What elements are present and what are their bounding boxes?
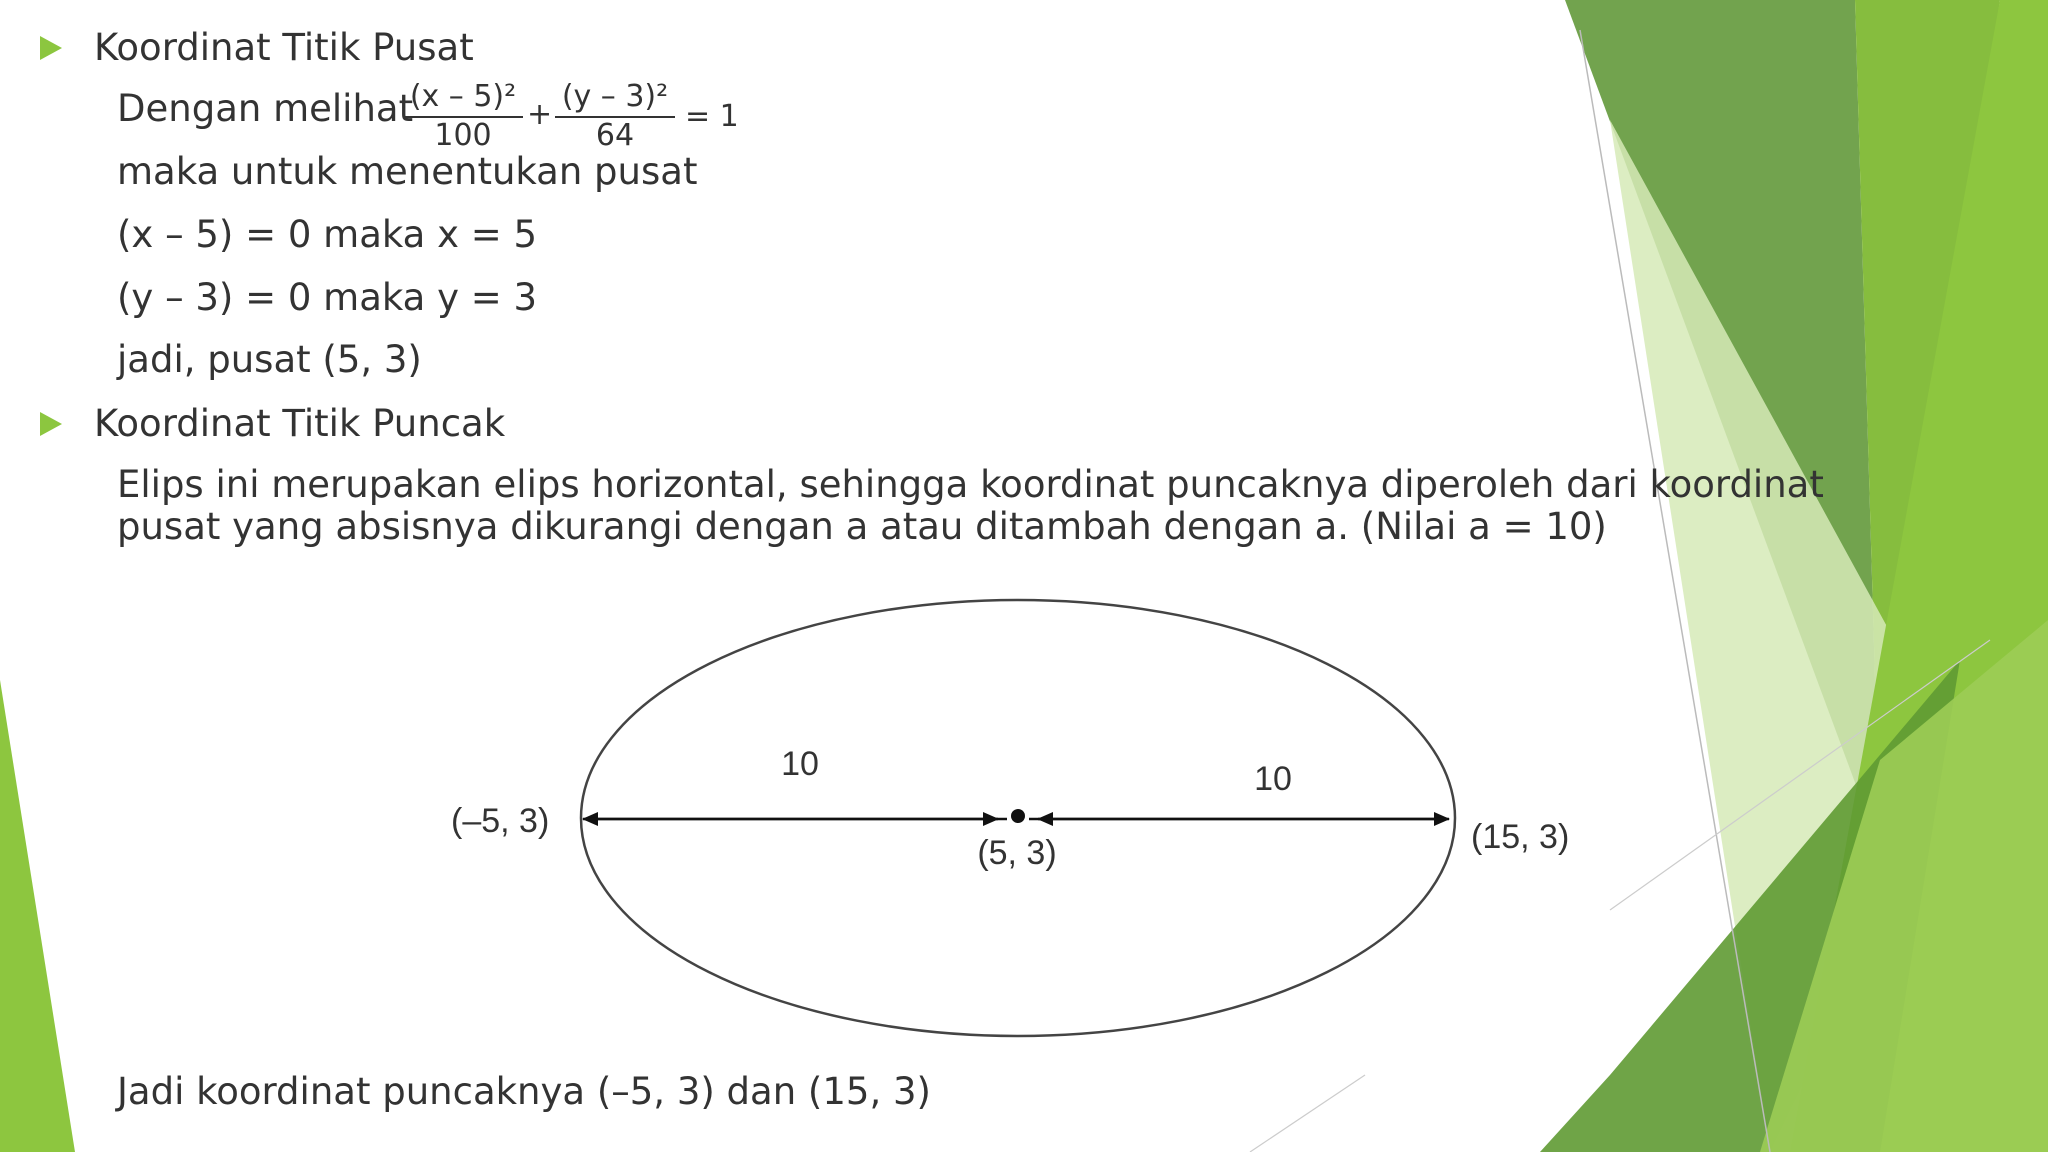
right-distance-label: 10 bbox=[1254, 760, 1292, 798]
intro-text: Dengan melihat bbox=[117, 87, 414, 130]
conclusion-text: Jadi koordinat puncaknya (–5, 3) dan (15, 3) bbox=[117, 1070, 931, 1113]
bullet-puncak bbox=[40, 400, 505, 448]
explanation-paragraph: Elips ini merupakan elips horizontal, sehingga koordinat puncaknya diperoleh dari koordinat pusat yang absisnya dikurangi dengan a atau ditambah dengan a. (Nilai a = 10) bbox=[117, 463, 1824, 548]
fraction-x-numerator: (x – 5)² bbox=[403, 78, 523, 118]
left-vertex-label: (–5, 3) bbox=[451, 802, 550, 840]
right-vertex-label: (15, 3) bbox=[1471, 818, 1570, 856]
text-line-5: jadi, pusat (5, 3) bbox=[117, 338, 422, 381]
bullet-pusat bbox=[40, 24, 474, 72]
fraction-x-denominator: 100 bbox=[434, 118, 492, 153]
fraction-y-denominator: 64 bbox=[595, 118, 635, 153]
plus-sign: + bbox=[527, 97, 553, 132]
green-shape-left-edge bbox=[0, 680, 75, 1152]
left-distance-label: 10 bbox=[781, 745, 819, 783]
center-point bbox=[1011, 809, 1025, 823]
triangle-bullet-icon bbox=[40, 412, 62, 436]
triangle-bullet-icon bbox=[40, 36, 62, 60]
fraction-y-numerator: (y – 3)² bbox=[555, 78, 675, 118]
heading-puncak: Koordinat Titik Puncak bbox=[94, 402, 506, 445]
heading-pusat: Koordinat Titik Pusat bbox=[94, 26, 474, 69]
text-line-4: (y – 3) = 0 maka y = 3 bbox=[117, 276, 538, 319]
text-line-2: maka untuk menentukan pusat bbox=[117, 150, 698, 193]
equals-one: = 1 bbox=[685, 99, 739, 134]
text-line-3: (x – 5) = 0 maka x = 5 bbox=[117, 213, 538, 256]
center-label: (5, 3) bbox=[977, 834, 1057, 872]
decor-thin-line-3 bbox=[1250, 1075, 1365, 1152]
fraction-y bbox=[555, 78, 675, 154]
ellipse-diagram bbox=[435, 580, 1620, 1040]
fraction-x bbox=[403, 78, 523, 154]
